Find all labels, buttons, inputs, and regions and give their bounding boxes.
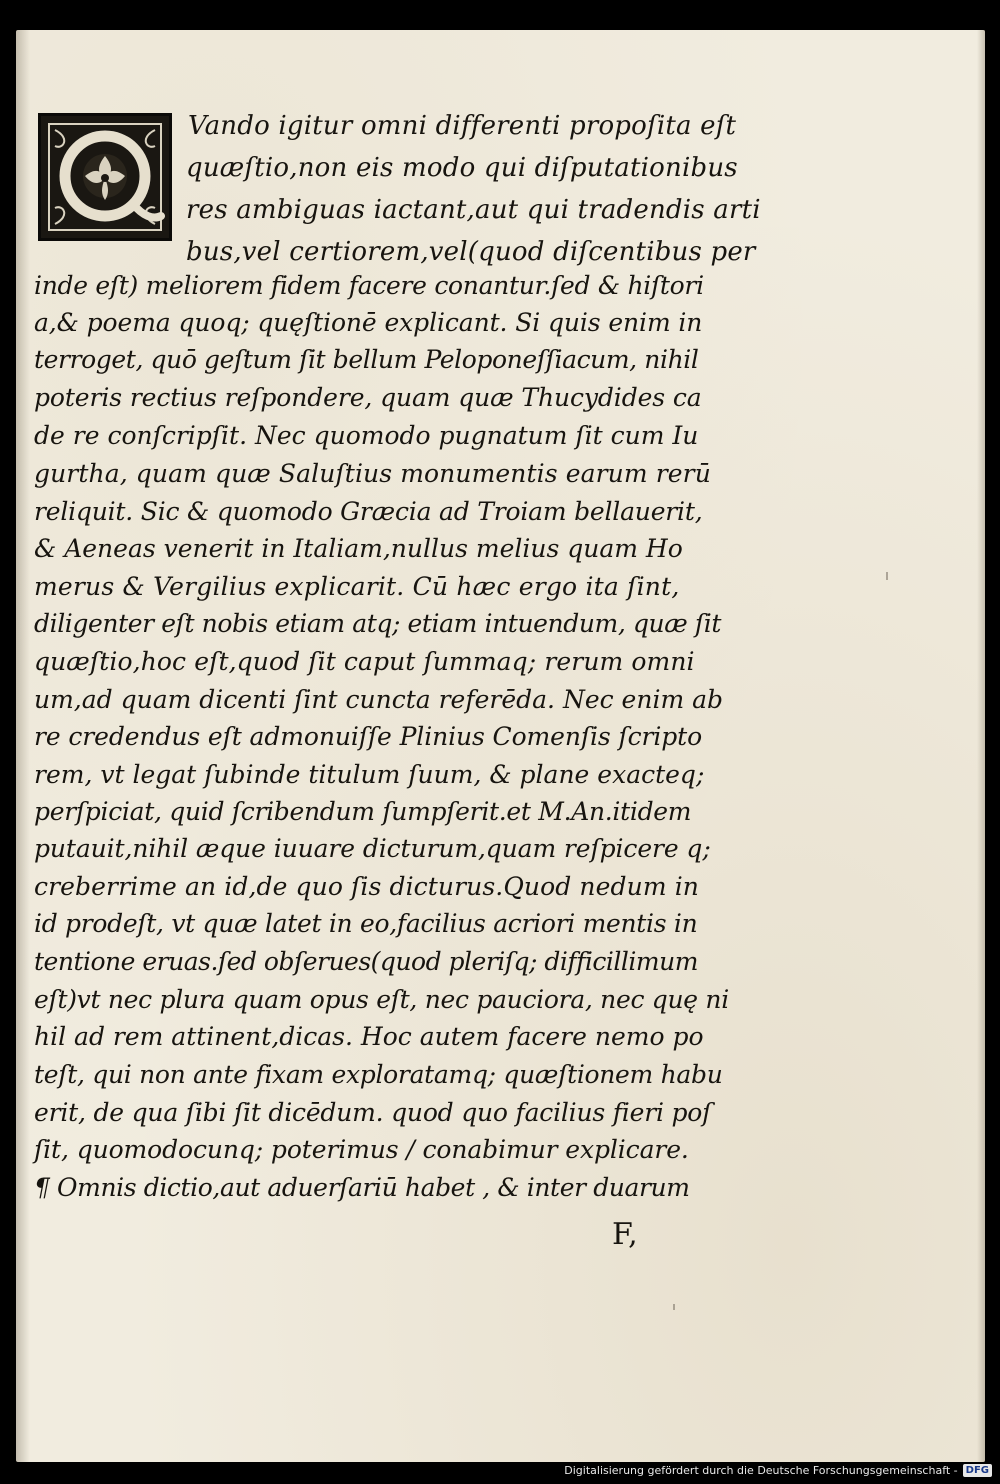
text-line: um,ad quam dicenti ſint cuncta referēda. Nec enim ab [34,685,724,714]
digitization-footer [564,1460,992,1480]
text-line: de re conſcripſit. Nec quomodo pugnatum ſit cum Iu [34,421,699,450]
text-line: a,& poema quoq; quęſtionē explicant. Si quis enim in [34,308,703,337]
text-line: ¶ Omnis dictio,aut aduerſariū habet , & inter duarum [34,1173,690,1202]
text-line: tentione eruas.ſed obſerues(quod pleriſq; difficillimum [34,947,698,976]
text-line: teſt, qui non ante fixam exploratamq; quæſtionem habu [34,1060,723,1089]
text-line: re credendus eſt admonuiſſe Plinius Comenſis ſcripto [34,722,703,751]
text-line: erit, de qua ſibi ſit dicēdum. quod quo facilius fieri poſ [34,1098,712,1127]
text-line: ſit, quomodocunq; poterimus / conabimur explicare. [34,1135,689,1164]
text-line: reliquit. Sic & quomodo Græcia ad Troiam bellauerit, [34,497,703,526]
text-line: res ambiguas iactant,aut qui tradendis arti [186,195,761,225]
text-line: poteris rectius reſpondere, quam quæ Thucydides ca [34,383,702,412]
text-line: inde eſt) meliorem fidem facere conantur.ſed & hiſtori [34,271,704,300]
text-line: terroget, quō geſtum ſit bellum Peloponeſſiacum, nihil [34,345,699,374]
text-line: bus,vel certiorem,vel(quod diſcentibus per [186,237,756,267]
dfg-logo: DFG [963,1464,992,1477]
text-line: Vando igitur omni differenti propoſita eſt [188,111,737,141]
text-line: perſpiciat, quid ſcribendum ſumpſerit.et M.An.itidem [34,797,692,826]
text-line: quæſtio,non eis modo qui diſputationibus [186,153,738,183]
text-line: diligenter eſt nobis etiam atq; etiam intuendum, quæ ſit [34,609,721,638]
text-line: merus & Vergilius explicarit. Cū hæc ergo ita ſint, [34,572,680,601]
text-line: id prodeſt, vt quæ latet in eo,facilius acriori mentis in [34,909,698,938]
signature-mark: F, [612,1217,638,1252]
text-line: rem, vt legat ſubinde titulum ſuum, & plane exacteq; [34,760,705,789]
text-line: creberrime an id,de quo ſis dicturus.Quod nedum in [34,872,699,901]
text-line: eſt)vt nec plura quam opus eſt, nec pauciora, nec quę ni [34,985,729,1014]
text-line: gurtha, quam quæ Saluſtius monumentis earum rerū [34,459,711,488]
text-line: hil ad rem attinent,dicas. Hoc autem facere nemo po [34,1022,704,1051]
footer-credit: Digitalisierung gefördert durch die Deutsche Forschungsgemeinschaft - [564,1463,958,1477]
text-line: putauit,nihil æque iuuare dicturum,quam reſpicere q; [34,834,711,863]
text-line: & Aeneas venerit in Italiam,nullus melius quam Ho [34,534,683,563]
text-line: quæſtio,hoc eſt,quod ſit caput ſummaq; rerum omni [34,647,695,676]
